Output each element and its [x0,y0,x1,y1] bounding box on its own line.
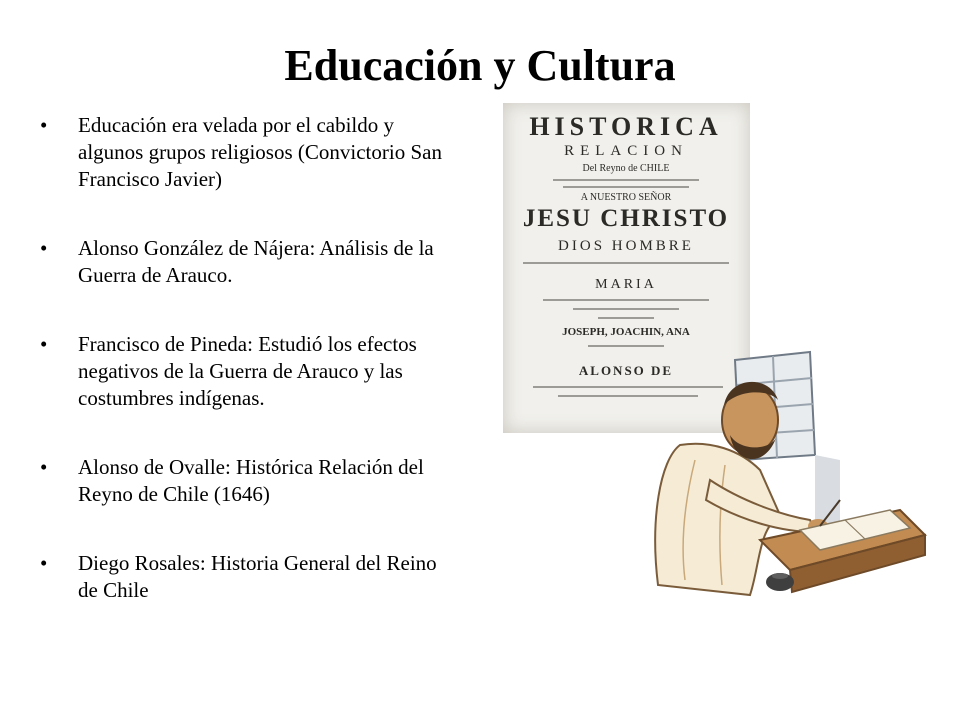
scholar-writing-graphic [640,350,930,600]
bullet-marker: • [40,455,48,479]
bullet-item [40,112,450,193]
small-print-lines [543,300,709,318]
book-line: HISTORICA [529,112,723,141]
scholar-illustration [640,350,930,600]
bullet-text: Francisco de Pineda: Estudió los efectos negativos de la Guerra de Arauco y las costumbres indígenas. [78,332,417,410]
book-line: JESU CHRISTO [522,205,730,232]
book-line: A NUESTRO SEÑOR [580,192,672,203]
book-line: Del Reyno de CHILE [582,163,670,174]
book-line: MARIA [595,277,657,292]
bullet-item [40,235,450,289]
bullet-text: Educación era velada por el cabildo y algunos grupos religiosos (Convictorio San Francisco Javier) [78,113,442,191]
bullet-marker: • [40,236,48,260]
bullet-list [40,112,450,604]
book-line: JOSEPH, JOACHIN, ANA [562,326,690,338]
bullet-item [40,454,450,508]
bullet-item [40,550,450,604]
small-print-lines [553,180,699,187]
bullet-marker: • [40,332,48,356]
book-line: RELACION [564,143,688,159]
bullet-text: Diego Rosales: Historia General del Reino de Chile [78,551,437,602]
bullet-marker: • [40,551,48,575]
bullet-text: Alonso González de Nájera: Análisis de la Guerra de Arauco. [78,236,434,287]
bullet-item [40,331,450,412]
book-line: ALONSO DE [578,363,674,378]
slide-title: Educación y Cultura [284,41,676,90]
bullet-marker: • [40,113,48,137]
book-line: DIOS HOMBRE [558,238,694,254]
bullet-text: Alonso de Ovalle: Histórica Relación del Reyno de Chile (1646) [78,455,424,506]
